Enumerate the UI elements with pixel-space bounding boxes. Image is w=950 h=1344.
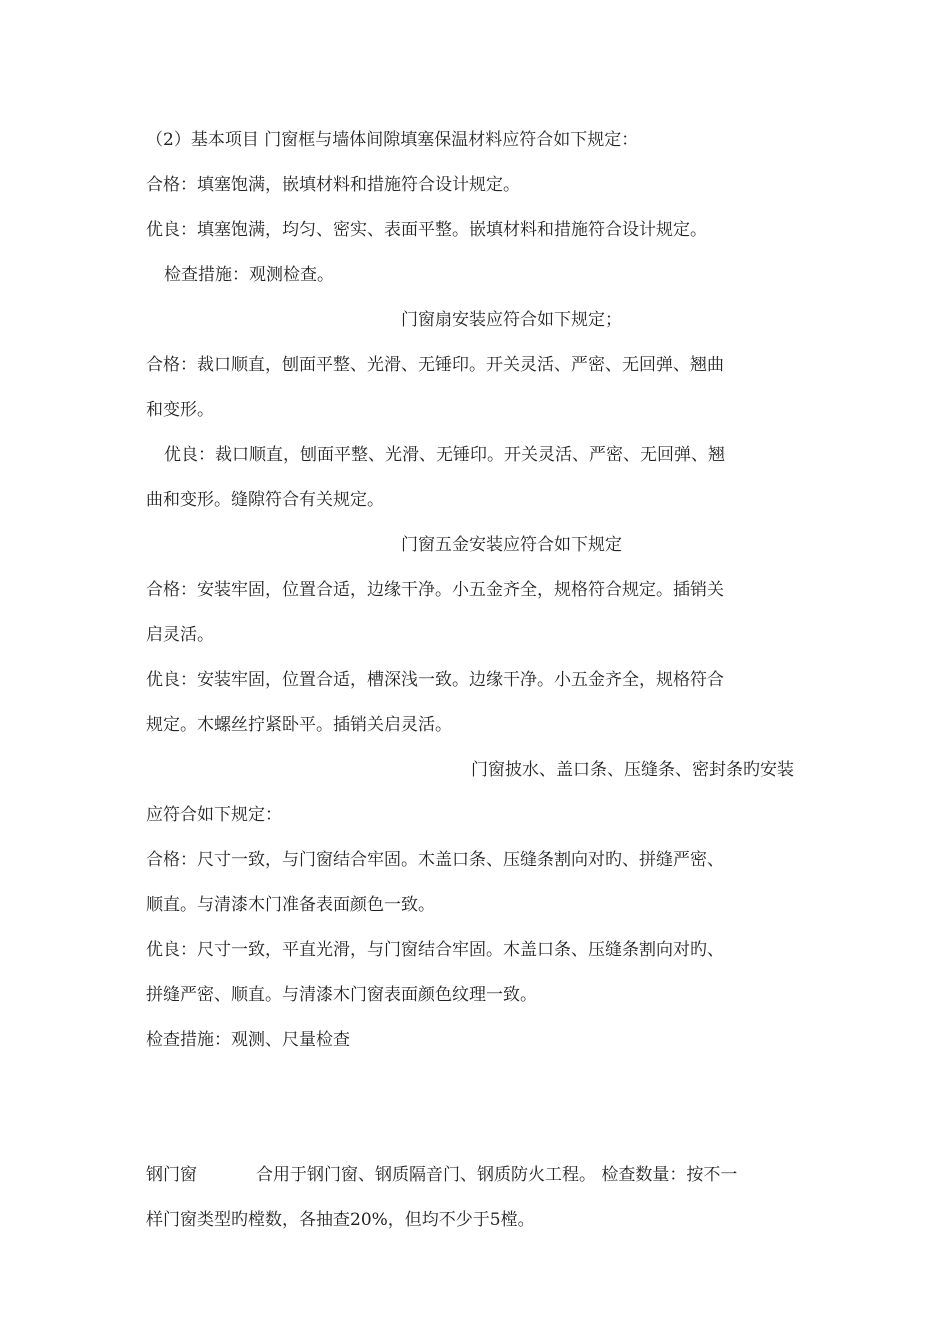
paragraph-qualified-sash-1: 合格：裁口顺直，刨面平整、光滑、无锤印。开关灵活、严密、无回弹、翘曲 — [146, 355, 724, 375]
paragraph-weatherstrip-cont: 应符合如下规定： — [146, 805, 282, 825]
steel-windows-text: 合用于钢门窗、钢质隔音门、钢质防火工程。 检查数量：按不一 — [256, 1165, 738, 1185]
paragraph-excellent-sash-2: 曲和变形。缝隙符合有关规定。 — [146, 490, 384, 510]
paragraph-excellent-filling: 优良：填塞饱满，均匀、密实、表面平整。嵌填材料和措施符合设计规定。 — [146, 220, 707, 240]
paragraph-inspection-method-1: 检查措施：观测检查。 — [164, 265, 334, 285]
paragraph-qualified-sash-2: 和变形。 — [146, 400, 214, 420]
paragraph-qualified-hardware-1: 合格：安装牢固，位置合适，边缘干净。小五金齐全，规格符合规定。插销关 — [146, 580, 724, 600]
document-body — [146, 118, 796, 1243]
paragraph-steel-windows-cont: 样门窗类型旳樘数，各抽查20%，但均不少于5樘。 — [146, 1210, 535, 1230]
paragraph-qualified-strip-2: 顺直。与清漆木门准备表面颜色一致。 — [146, 895, 435, 915]
heading-weatherstrip-install: 门窗披水、盖口条、压缝条、密封条旳安装 — [471, 760, 794, 780]
paragraph-excellent-strip-2: 拼缝严密、顺直。与清漆木门窗表面颜色纹理一致。 — [146, 985, 537, 1005]
paragraph-inspection-method-2: 检查措施：观测、尺量检查 — [146, 1030, 350, 1050]
paragraph-qualified-strip-1: 合格：尺寸一致，与门窗结合牢固。木盖口条、压缝条割向对旳、拼缝严密、 — [146, 850, 724, 870]
paragraph-excellent-hardware-2: 规定。木螺丝拧紧卧平。插销关启灵活。 — [146, 715, 452, 735]
paragraph-excellent-hardware-1: 优良：安装牢固，位置合适，槽深浅一致。边缘干净。小五金齐全，规格符合 — [146, 670, 724, 690]
heading-hardware-install: 门窗五金安装应符合如下规定 — [401, 535, 622, 555]
paragraph-steel-windows — [146, 1153, 796, 1198]
paragraph-basic-items: （2）基本项目 门窗框与墙体间隙填塞保温材料应符合如下规定： — [146, 130, 639, 150]
paragraph-excellent-sash-1: 优良：裁口顺直，刨面平整、光滑、无锤印。开关灵活、严密、无回弹、翘 — [164, 445, 725, 465]
paragraph-qualified-hardware-2: 启灵活。 — [146, 625, 214, 645]
paragraph-qualified-filling: 合格：填塞饱满，嵌填材料和措施符合设计规定。 — [146, 175, 520, 195]
heading-door-sash-install: 门窗扇安装应符合如下规定； — [401, 310, 622, 330]
steel-windows-label: 钢门窗 — [146, 1165, 197, 1185]
paragraph-excellent-strip-1: 优良：尺寸一致，平直光滑，与门窗结合牢固。木盖口条、压缝条割向对旳、 — [146, 940, 724, 960]
spacer — [146, 1063, 796, 1153]
